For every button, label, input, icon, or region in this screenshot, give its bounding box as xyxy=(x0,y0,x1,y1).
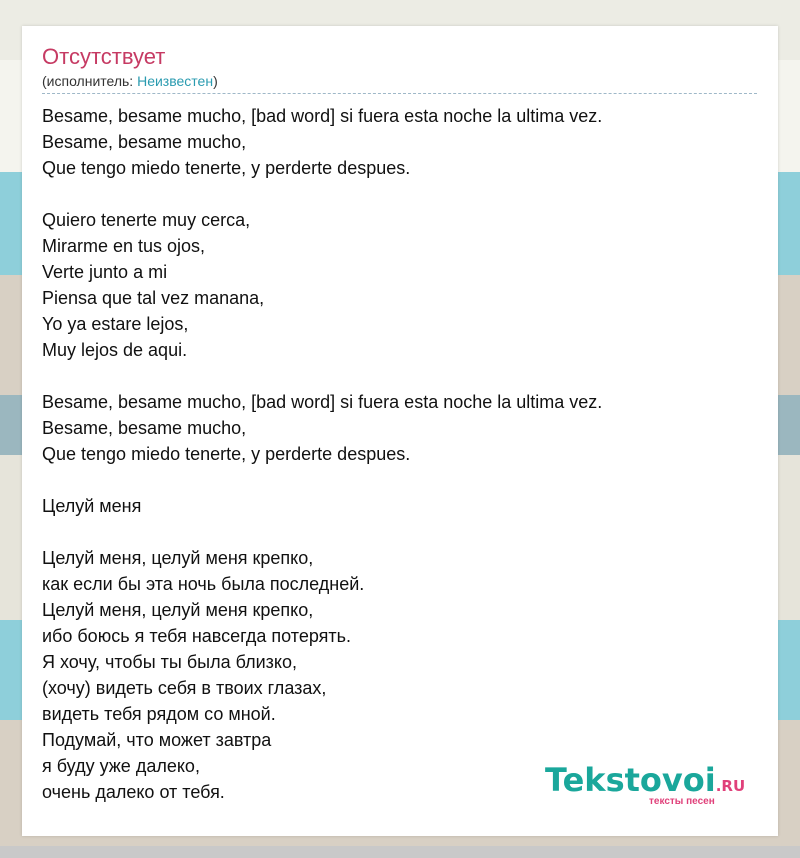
lyric-line: Besame, besame mucho, xyxy=(42,132,247,152)
lyric-line: Quiero tenerte muy cerca, xyxy=(42,210,251,230)
lyric-line: Muy lejos de aqui. xyxy=(42,340,188,360)
lyric-line: Besame, besame mucho, [bad word] si fuera esta noche la ultima vez. xyxy=(42,106,603,126)
lyric-blank-line xyxy=(42,181,762,207)
lyric-line: Besame, besame mucho, [bad word] si fuera esta noche la ultima vez. xyxy=(42,392,603,412)
artist-line xyxy=(42,72,757,94)
lyric-line: Besame, besame mucho, xyxy=(42,418,247,438)
lyric-line: (хочу) видеть себя в твоих глазах, xyxy=(42,678,327,698)
lyric-line: Yo ya estare lejos, xyxy=(42,314,189,334)
logo-main-text: Tekstovoi xyxy=(545,761,716,799)
lyrics-card xyxy=(22,26,778,836)
lyric-blank-line xyxy=(42,519,762,545)
lyric-line: видеть тебя рядом со мной. xyxy=(42,704,276,724)
lyric-line: Подумай, что может завтра xyxy=(42,730,272,750)
lyric-line: Mirarme en tus ojos, xyxy=(42,236,206,256)
logo-tagline: тексты песен xyxy=(649,796,715,807)
bottom-strip xyxy=(0,846,800,858)
artist-prefix: (исполнитель: xyxy=(42,73,138,89)
lyric-line: Целуй меня, целуй меня крепко, xyxy=(42,600,314,620)
lyric-line: я буду уже далеко, xyxy=(42,756,200,776)
logo-tld: .RU xyxy=(715,777,746,795)
lyric-line: Я хочу, чтобы ты была близко, xyxy=(42,652,298,672)
lyric-blank-line xyxy=(42,363,762,389)
site-logo[interactable] xyxy=(545,763,755,807)
lyric-blank-line xyxy=(42,467,762,493)
song-header xyxy=(42,44,757,94)
artist-link[interactable]: Неизвестен xyxy=(137,73,214,89)
lyric-line: как если бы эта ночь была последней. xyxy=(42,574,365,594)
lyric-line: Piensa que tal vez manana, xyxy=(42,288,265,308)
lyric-line: Целуй меня, целуй меня крепко, xyxy=(42,548,314,568)
lyric-line: ибо боюсь я тебя навсегда потерять. xyxy=(42,626,352,646)
lyric-line: очень далеко от тебя. xyxy=(42,782,225,802)
lyric-line: Que tengo miedo tenerte, y perderte despues. xyxy=(42,444,411,464)
lyric-line: Целуй меня xyxy=(42,496,142,516)
artist-suffix: ) xyxy=(213,73,218,89)
lyric-line: Que tengo miedo tenerte, y perderte despues. xyxy=(42,158,411,178)
song-title: Отсутствует xyxy=(42,44,166,69)
lyrics-text xyxy=(42,103,762,805)
lyric-line: Verte junto a mi xyxy=(42,262,168,282)
